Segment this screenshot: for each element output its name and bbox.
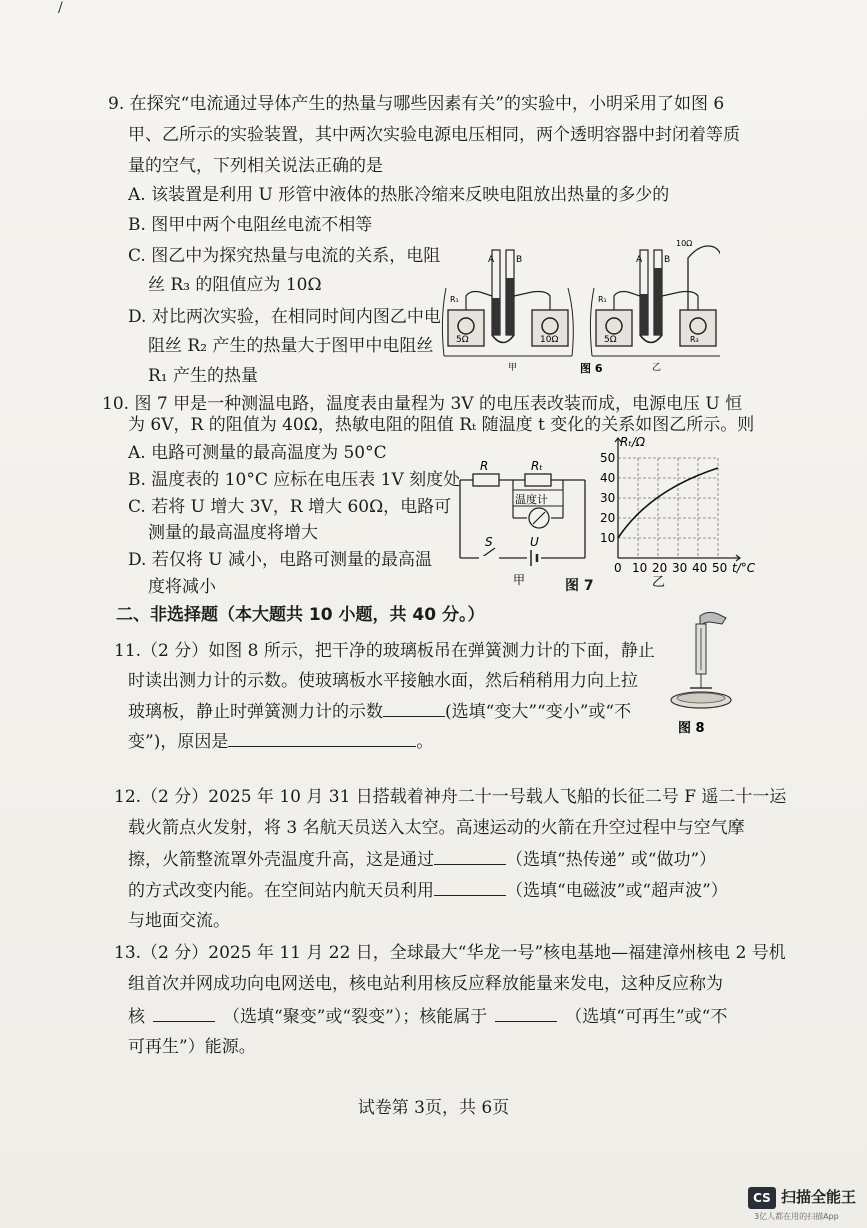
q12-blank-2[interactable] bbox=[434, 879, 506, 896]
q13-line-4: 可再生”）能源。 bbox=[128, 1037, 256, 1057]
watermark-subtitle: 3亿人都在用的扫描App bbox=[754, 1212, 839, 1221]
fig7-graph-ylabel: Rₜ/Ω bbox=[620, 435, 646, 449]
fig7-xtick-40: 40 bbox=[692, 561, 708, 575]
figure-6 bbox=[440, 238, 720, 382]
q11-line-3 bbox=[128, 700, 631, 723]
fig7-xtick-10: 10 bbox=[632, 561, 648, 575]
fig7-caption: 图 7 bbox=[565, 578, 594, 594]
figure-8 bbox=[660, 608, 740, 744]
fig7-graph-xlabel: t/°C bbox=[732, 561, 756, 575]
q10-option-c-line-1: C. 若将 U 增大 3V，R 增大 60Ω，电路可 bbox=[128, 497, 452, 517]
q13-line-3-b: （选填“聚变”或“裂变”）；核能属于 bbox=[223, 1007, 488, 1027]
fig7-xtick-30: 30 bbox=[672, 561, 688, 575]
q11-line-3-a: 玻璃板，静止时弹簧测力计的示数 bbox=[128, 702, 383, 722]
fig7-ytick-50: 50 bbox=[600, 451, 616, 465]
fig7-r-label: R bbox=[480, 460, 489, 473]
fig7-ytick-20: 20 bbox=[600, 511, 616, 525]
fig6-yi-label-b: B bbox=[664, 255, 671, 265]
q13-line-1: 13.（2 分）2025 年 11 月 22 日，全球最大“华龙一号”核电基地—福建漳州核电 2 号机 bbox=[114, 943, 786, 963]
q9-option-c-line-1: C. 图乙中为探究热量与电流的关系，电阻 bbox=[128, 246, 441, 266]
q9-option-b: B. 图甲中两个电阻丝电流不相等 bbox=[128, 215, 373, 235]
q10-option-c-line-2: 测量的最高温度将增大 bbox=[148, 523, 318, 543]
q10-option-d-line-1: D. 若仅将 U 减小，电路可测量的最高温 bbox=[128, 550, 432, 570]
q9-line-2: 甲、乙所示的实验装置，其中两次实验电源电压相同，两个透明容器中封闭着等质 bbox=[128, 125, 740, 145]
q9-option-d-line-2: 阻丝 R₂ 产生的热量大于图甲中电阻丝 bbox=[148, 336, 434, 356]
fig7-thermometer-label: 温度计 bbox=[515, 493, 548, 506]
fig6-jia-label: 甲 bbox=[508, 363, 518, 373]
q12-line-3-a: 擦，火箭整流罩外壳温度升高，这是通过 bbox=[128, 850, 434, 870]
watermark-title: 扫描全能王 bbox=[781, 1188, 857, 1206]
q9-line-3: 量的空气，下列相关说法正确的是 bbox=[128, 156, 383, 176]
q10-option-b: B. 温度表的 10°C 应标在电压表 1V 刻度处 bbox=[128, 470, 461, 490]
q12-line-4-b: （选填“电磁波”或“超声波”） bbox=[506, 881, 728, 901]
q11-blank-2[interactable] bbox=[228, 730, 416, 747]
q13-line-3 bbox=[128, 1005, 727, 1028]
q9-line-1: 9. 在探究“电流通过导体产生的热量与哪些因素有关”的实验中，小明采用了如图 6 bbox=[108, 94, 725, 114]
q10-option-a: A. 电路可测量的最高温度为 50°C bbox=[128, 443, 387, 463]
fig6-yi-label: 乙 bbox=[652, 363, 662, 373]
q12-line-3 bbox=[128, 848, 716, 871]
q12-line-4-a: 的方式改变内能。在空间站内航天员利用 bbox=[128, 881, 434, 901]
q10-line-2: 为 6V，R 的阻值为 40Ω，热敏电阻的阻值 Rₜ 随温度 t 变化的关系如图乙所示。则 bbox=[128, 415, 755, 435]
q13-line-3-c: （选填“可再生”或“不 bbox=[565, 1007, 728, 1027]
q13-line-2: 组首次并网成功向电网送电，核电站利用核反应释放能量来发电，这种反应称为 bbox=[128, 974, 723, 994]
q11-line-2: 时读出测力计的示数。使玻璃板水平接触水面，然后稍稍用力向上拉 bbox=[128, 671, 638, 691]
q12-line-4 bbox=[128, 879, 728, 902]
fig6-jia-left-res: 5Ω bbox=[456, 335, 469, 345]
q13-blank-1[interactable] bbox=[153, 1005, 215, 1022]
figure-7-graph bbox=[590, 430, 760, 594]
q9-option-a: A. 该装置是利用 U 形管中液体的热胀冷缩来反映电阻放出热量的多少的 bbox=[128, 185, 670, 205]
fig6-jia-r1: R₁ bbox=[450, 295, 459, 304]
fig7-xtick-20: 20 bbox=[652, 561, 668, 575]
q12-line-2: 载火箭点火发射，将 3 名航天员送入太空。高速运动的火箭在升空过程中与空气摩 bbox=[128, 818, 745, 838]
q11-line-1: 11.（2 分）如图 8 所示，把干净的玻璃板吊在弹簧测力计的下面，静止 bbox=[114, 641, 655, 661]
fig7-xtick-0: 0 bbox=[614, 561, 622, 575]
fig7-xtick-50: 50 bbox=[712, 561, 728, 575]
fig6-yi-r3: R₃ bbox=[690, 335, 699, 344]
fig6-label-b: B bbox=[516, 255, 523, 265]
fig7-ytick-10: 10 bbox=[600, 531, 616, 545]
fig6-yi-top-res: 10Ω bbox=[676, 239, 693, 248]
fig8-caption: 图 8 bbox=[678, 721, 705, 736]
fig6-caption: 图 6 bbox=[580, 362, 603, 375]
q11-line-4 bbox=[128, 730, 433, 753]
q9-option-d-line-3: R₁ 产生的热量 bbox=[148, 366, 259, 386]
q11-blank-1[interactable] bbox=[383, 700, 445, 717]
q13-blank-2[interactable] bbox=[495, 1005, 557, 1022]
fig6-yi-label-a: A bbox=[636, 255, 643, 265]
q13-line-3-a: 核 bbox=[128, 1007, 145, 1027]
q10-option-d-line-2: 度将减小 bbox=[148, 577, 216, 597]
q11-line-3-b: (选填“变大”“变小”或“不 bbox=[445, 702, 632, 722]
fig7-yi-label: 乙 bbox=[652, 575, 666, 590]
q11-line-4-b: 。 bbox=[416, 732, 434, 752]
fig7-ytick-30: 30 bbox=[600, 491, 616, 505]
fig6-jia-right-res: 10Ω bbox=[540, 335, 559, 345]
fig7-source-label: U bbox=[530, 535, 539, 549]
fig7-ytick-40: 40 bbox=[600, 471, 616, 485]
fig6-label-a: A bbox=[488, 255, 495, 265]
q9-option-d-line-1: D. 对比两次实验，在相同时间内图乙中电 bbox=[128, 307, 441, 327]
section-2-header: 二、非选择题（本大题共 10 小题，共 40 分。） bbox=[116, 605, 485, 625]
fig6-yi-r1: R₁ bbox=[598, 295, 607, 304]
q10-line-1: 10. 图 7 甲是一种测温电路，温度表由量程为 3V 的电压表改装而成，电源电压 U 恒 bbox=[102, 394, 743, 414]
q12-blank-1[interactable] bbox=[434, 848, 506, 865]
q12-line-1: 12.（2 分）2025 年 10 月 31 日搭载着神舟二十一号载人飞船的长征二号 F 遥二十一运 bbox=[114, 787, 787, 807]
q12-line-5: 与地面交流。 bbox=[128, 911, 230, 931]
corner-mark: / bbox=[58, 0, 63, 16]
q12-line-3-b: （选填“热传递” 或“做功”） bbox=[506, 850, 717, 870]
camscanner-watermark bbox=[748, 1183, 863, 1223]
fig7-switch-label: S bbox=[485, 535, 493, 549]
fig6-yi-left-res: 5Ω bbox=[604, 335, 617, 345]
q11-line-4-a: 变”)，原因是 bbox=[128, 732, 229, 752]
page-footer: 试卷第 3页，共 6页 bbox=[357, 1098, 510, 1118]
fig7-jia-label: 甲 bbox=[513, 573, 526, 587]
camscanner-logo-icon: CS bbox=[748, 1187, 776, 1209]
q9-option-c-line-2: 丝 R₃ 的阻值应为 10Ω bbox=[148, 275, 322, 295]
fig7-rt-label: Rₜ bbox=[531, 460, 543, 473]
